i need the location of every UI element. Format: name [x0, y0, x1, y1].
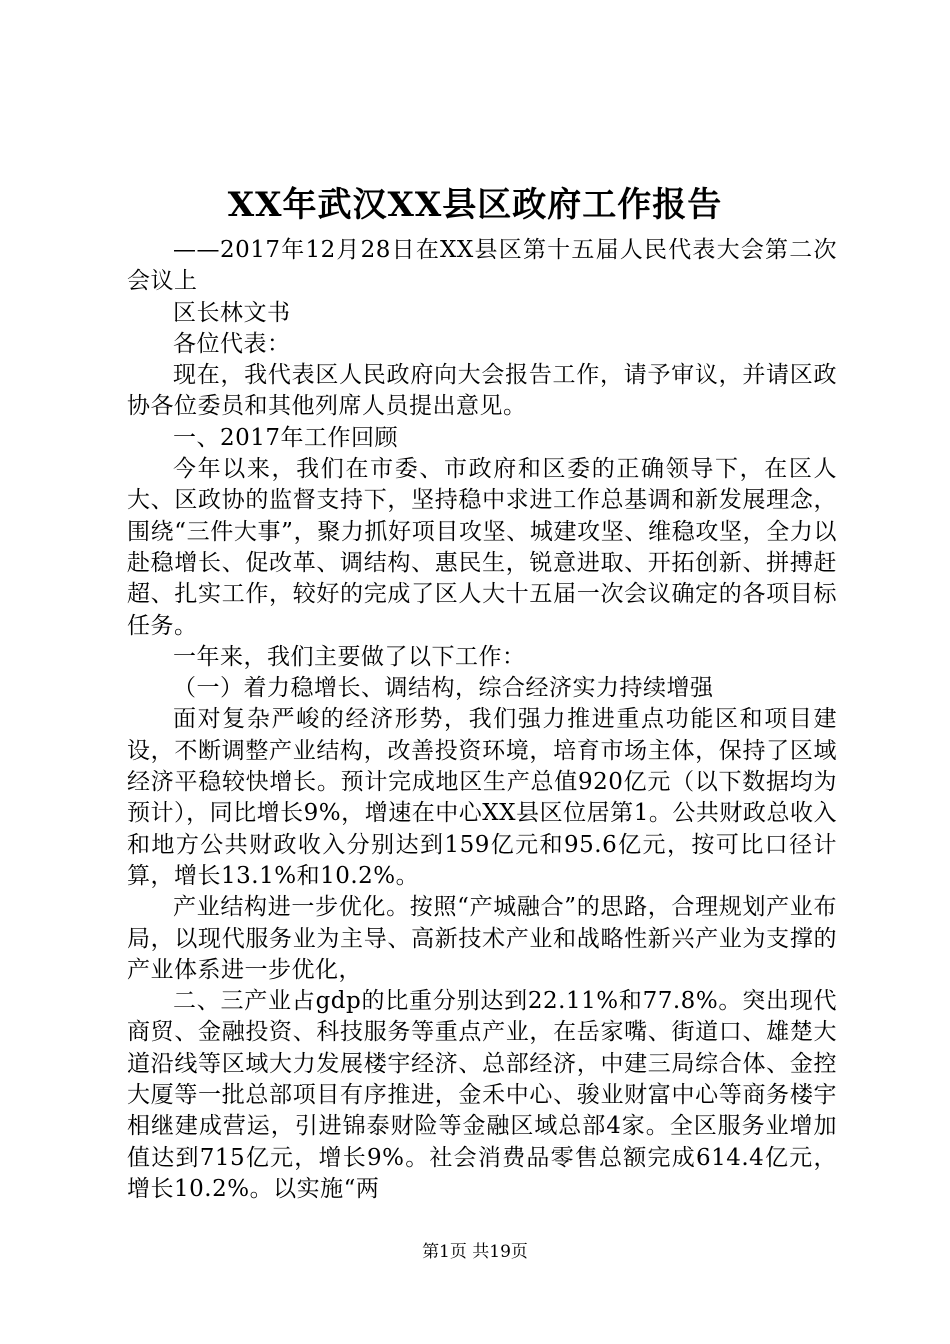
paragraph: 面对复杂严峻的经济形势，我们强力推进重点功能区和项目建设，不断调整产业结构，改善投资环境，培育市场主体，保持了区域经济平稳较快增长。预计完成地区生产总值920亿元（以下数据均为预计），同比增长9%，增速在中心XX县区位居第1。公共财政总收入和地方公共财政收入分别达到159亿元和95.6亿元，按可比口径计算，增长13.1%和10.2%。: [127, 706, 837, 889]
paragraph: 现在，我代表区人民政府向大会报告工作，请予审议，并请区政协各位委员和其他列席人员提出意见。: [127, 362, 837, 420]
document-body: [127, 235, 837, 1205]
subtitle-line: ——2017年12月28日在XX县区第十五届人民代表大会第二次会议上: [127, 237, 837, 295]
section-heading: 一、2017年工作回顾: [173, 424, 399, 451]
paragraph: 产业结构进一步优化。按照“产城融合”的思路，合理规划产业布局，以现代服务业为主导、高新技术产业和战略性新兴产业为支撑的产业体系进一步优化，: [127, 894, 837, 983]
speaker-line: 区长林文书: [173, 299, 291, 326]
salutation: 各位代表：: [173, 330, 291, 357]
paragraph: 一年来，我们主要做了以下工作：: [173, 643, 526, 670]
document-title: XX年武汉XX县区政府工作报告: [227, 185, 723, 225]
subsection-heading: （一）着力稳增长、调结构，综合经济实力持续增强: [173, 675, 714, 702]
page-number-footer: 第1页 共19页: [422, 1242, 528, 1262]
paragraph: 今年以来，我们在市委、市政府和区委的正确领导下，在区人大、区政协的监督支持下，坚持稳中求进工作总基调和新发展理念，围绕“三件大事”，聚力抓好项目攻坚、城建攻坚、维稳攻坚，全力以赴稳增长、促改革、调结构、惠民生，锐意进取、开拓创新、拼搏赶超、扎实工作，较好的完成了区人大十五届一次会议确定的各项目标任务。: [127, 456, 837, 639]
paragraph: 二、三产业占gdp的比重分别达到22.11%和77.8%。突出现代商贸、金融投资、科技服务等重点产业，在岳家嘴、街道口、雄楚大道沿线等区域大力发展楼宇经济、总部经济，中建三局综合体、金控大厦等一批总部项目有序推进，金禾中心、骏业财富中心等商务楼宇相继建成营运，引进锦泰财险等金融区域总部4家。全区服务业增加值达到715亿元，增长9%。社会消费品零售总额完成614.4亿元，增长10.2%。以实施“两: [127, 988, 837, 1202]
